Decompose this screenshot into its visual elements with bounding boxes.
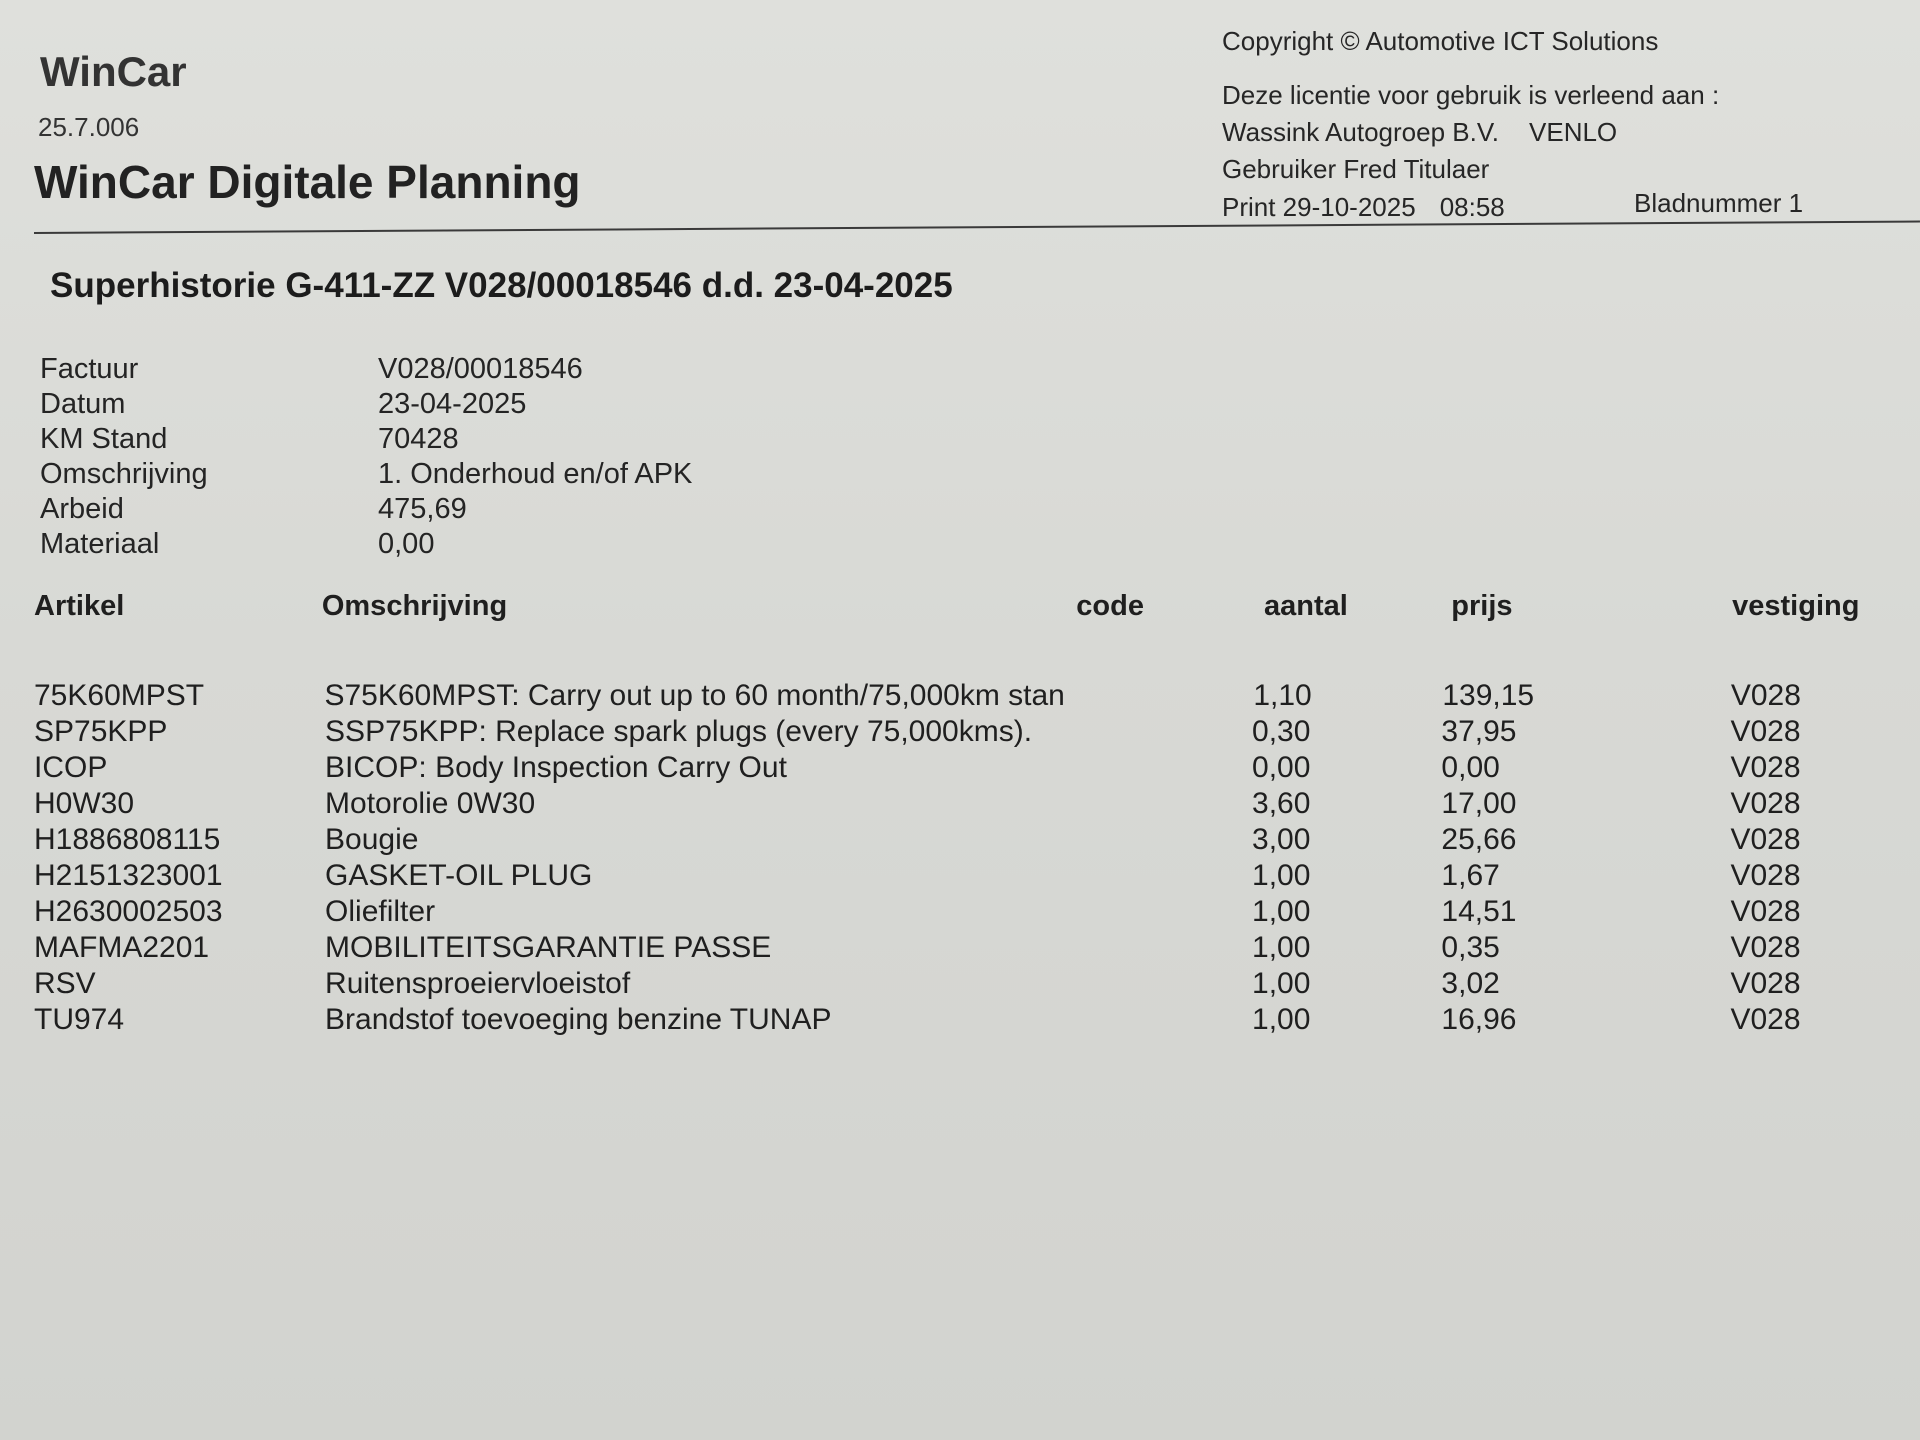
cell-prijs: 0,35 xyxy=(1441,931,1500,964)
cell-aantal: 1,10 xyxy=(1253,679,1312,712)
cell-aantal: 1,00 xyxy=(1252,931,1311,964)
cell-artikel: RSV xyxy=(34,967,96,1000)
info-value: V028/00018546 xyxy=(378,353,583,385)
cell-aantal: 0,30 xyxy=(1252,715,1311,748)
cell-vestiging: V028 xyxy=(1730,823,1801,856)
cell-code xyxy=(1043,966,1252,1002)
table-row xyxy=(20,858,1880,894)
cell-prijs: 139,15 xyxy=(1442,679,1535,712)
info-value: 475,69 xyxy=(378,493,467,525)
cell-prijs: 17,00 xyxy=(1441,787,1517,820)
cell-omschrijving: MOBILITEITSGARANTIE PASSE xyxy=(325,931,772,964)
table-row xyxy=(20,966,1880,1002)
cell-vestiging: V028 xyxy=(1730,679,1801,712)
cell-vestiging: V028 xyxy=(1730,895,1801,928)
cell-code xyxy=(1043,714,1252,750)
info-value: 0,00 xyxy=(378,528,435,560)
cell-omschrijving: BICOP: Body Inspection Carry Out xyxy=(325,751,787,784)
cell-omschrijving: SSP75KPP: Replace spark plugs (every 75,000kms). xyxy=(325,715,1033,748)
column-header-code: code xyxy=(1076,590,1144,622)
cell-code xyxy=(1043,930,1252,966)
table-row xyxy=(20,750,1880,786)
cell-artikel: ICOP xyxy=(34,751,108,784)
cell-omschrijving: GASKET-OIL PLUG xyxy=(325,859,593,892)
cell-aantal: 3,60 xyxy=(1252,787,1311,820)
info-row xyxy=(40,527,692,562)
table-header xyxy=(20,590,1880,630)
cell-prijs: 14,51 xyxy=(1441,895,1517,928)
license-text: Deze licentie voor gebruik is verleend aan : xyxy=(1222,80,1720,110)
cell-artikel: H0W30 xyxy=(34,787,135,820)
info-row xyxy=(40,457,692,492)
table-row xyxy=(20,714,1880,750)
cell-vestiging: V028 xyxy=(1730,715,1801,748)
info-label: KM Stand xyxy=(40,423,168,455)
cell-aantal: 1,00 xyxy=(1252,859,1311,892)
cell-omschrijving: Ruitensproeiervloeistof xyxy=(325,967,631,1000)
column-header-omschrijving: Omschrijving xyxy=(321,590,508,622)
licensee-name: Wassink Autogroep B.V. xyxy=(1222,117,1500,147)
cell-aantal: 1,00 xyxy=(1252,1003,1311,1036)
cell-prijs: 37,95 xyxy=(1441,715,1517,748)
table-row xyxy=(20,1002,1880,1038)
info-row xyxy=(40,492,692,527)
cell-aantal: 1,00 xyxy=(1252,967,1311,1000)
cell-vestiging: V028 xyxy=(1730,787,1801,820)
cell-aantal: 3,00 xyxy=(1252,823,1311,856)
header-divider xyxy=(34,220,1920,234)
cell-code xyxy=(1044,678,1253,714)
info-row xyxy=(40,422,692,457)
info-label: Arbeid xyxy=(40,493,124,525)
cell-artikel: TU974 xyxy=(34,1003,125,1036)
cell-vestiging: V028 xyxy=(1730,859,1801,892)
cell-artikel: 75K60MPST xyxy=(34,679,205,712)
cell-prijs: 0,00 xyxy=(1441,751,1500,784)
cell-artikel: SP75KPP xyxy=(34,715,168,748)
cell-omschrijving: Bougie xyxy=(325,823,419,856)
column-header-vestiging: vestiging xyxy=(1732,590,1860,622)
articles-table xyxy=(20,590,1880,1038)
user-line: Gebruiker Fred Titulaer xyxy=(1222,154,1490,184)
app-name: WinCar xyxy=(40,48,187,95)
info-value: 70428 xyxy=(378,423,459,455)
cell-omschrijving: Oliefilter xyxy=(325,895,436,928)
table-row xyxy=(20,678,1880,714)
table-row xyxy=(20,894,1880,930)
print-line xyxy=(1222,192,1505,223)
info-label: Omschrijving xyxy=(40,458,208,490)
cell-artikel: H1886808115 xyxy=(34,823,221,856)
cell-artikel: H2630002503 xyxy=(34,895,223,928)
cell-omschrijving: Motorolie 0W30 xyxy=(325,787,536,820)
cell-artikel: MAFMA2201 xyxy=(34,931,210,964)
cell-vestiging: V028 xyxy=(1730,1003,1801,1036)
info-value: 23-04-2025 xyxy=(378,388,527,420)
cell-code xyxy=(1043,750,1252,786)
sheet-number: Bladnummer 1 xyxy=(1634,188,1804,218)
column-header-aantal: aantal xyxy=(1263,590,1348,622)
history-title: Superhistorie G-411-ZZ V028/00018546 d.d. 23-04-2025 xyxy=(50,266,953,305)
info-label: Factuur xyxy=(40,353,139,385)
info-value: 1. Onderhoud en/of APK xyxy=(378,458,693,490)
licensee-city: VENLO xyxy=(1529,117,1618,147)
table-body xyxy=(20,678,1880,1038)
app-version: 25.7.006 xyxy=(38,112,140,142)
info-label: Materiaal xyxy=(40,528,160,560)
cell-omschrijving: Brandstof toevoeging benzine TUNAP xyxy=(325,1003,832,1036)
cell-vestiging: V028 xyxy=(1730,751,1801,784)
cell-omschrijving: S75K60MPST: Carry out up to 60 month/75,000km stan xyxy=(324,679,1065,712)
cell-vestiging: V028 xyxy=(1730,967,1801,1000)
cell-prijs: 25,66 xyxy=(1441,823,1517,856)
document-heading: WinCar Digitale Planning xyxy=(34,156,581,208)
cell-code xyxy=(1043,1002,1252,1038)
print-time: 08:58 xyxy=(1439,192,1505,222)
info-row xyxy=(40,352,692,387)
cell-aantal: 0,00 xyxy=(1252,751,1311,784)
invoice-info xyxy=(40,352,692,562)
info-row xyxy=(40,387,692,422)
cell-prijs: 3,02 xyxy=(1441,967,1500,1000)
cell-code xyxy=(1043,822,1252,858)
table-row xyxy=(20,930,1880,966)
cell-prijs: 16,96 xyxy=(1441,1003,1517,1036)
cell-aantal: 1,00 xyxy=(1252,895,1311,928)
cell-code xyxy=(1043,858,1252,894)
cell-artikel: H2151323001 xyxy=(34,859,223,892)
table-row xyxy=(20,822,1880,858)
cell-vestiging: V028 xyxy=(1730,931,1801,964)
cell-code xyxy=(1043,894,1252,930)
cell-code xyxy=(1043,786,1252,822)
licensee xyxy=(1222,117,1617,148)
column-header-prijs: prijs xyxy=(1451,590,1513,622)
copyright-notice: Copyright © Automotive ICT Solutions xyxy=(1222,26,1659,56)
info-label: Datum xyxy=(40,388,126,420)
column-header-artikel: Artikel xyxy=(34,590,125,622)
print-date: Print 29-10-2025 xyxy=(1222,192,1416,222)
cell-prijs: 1,67 xyxy=(1441,859,1500,892)
table-row xyxy=(20,786,1880,822)
